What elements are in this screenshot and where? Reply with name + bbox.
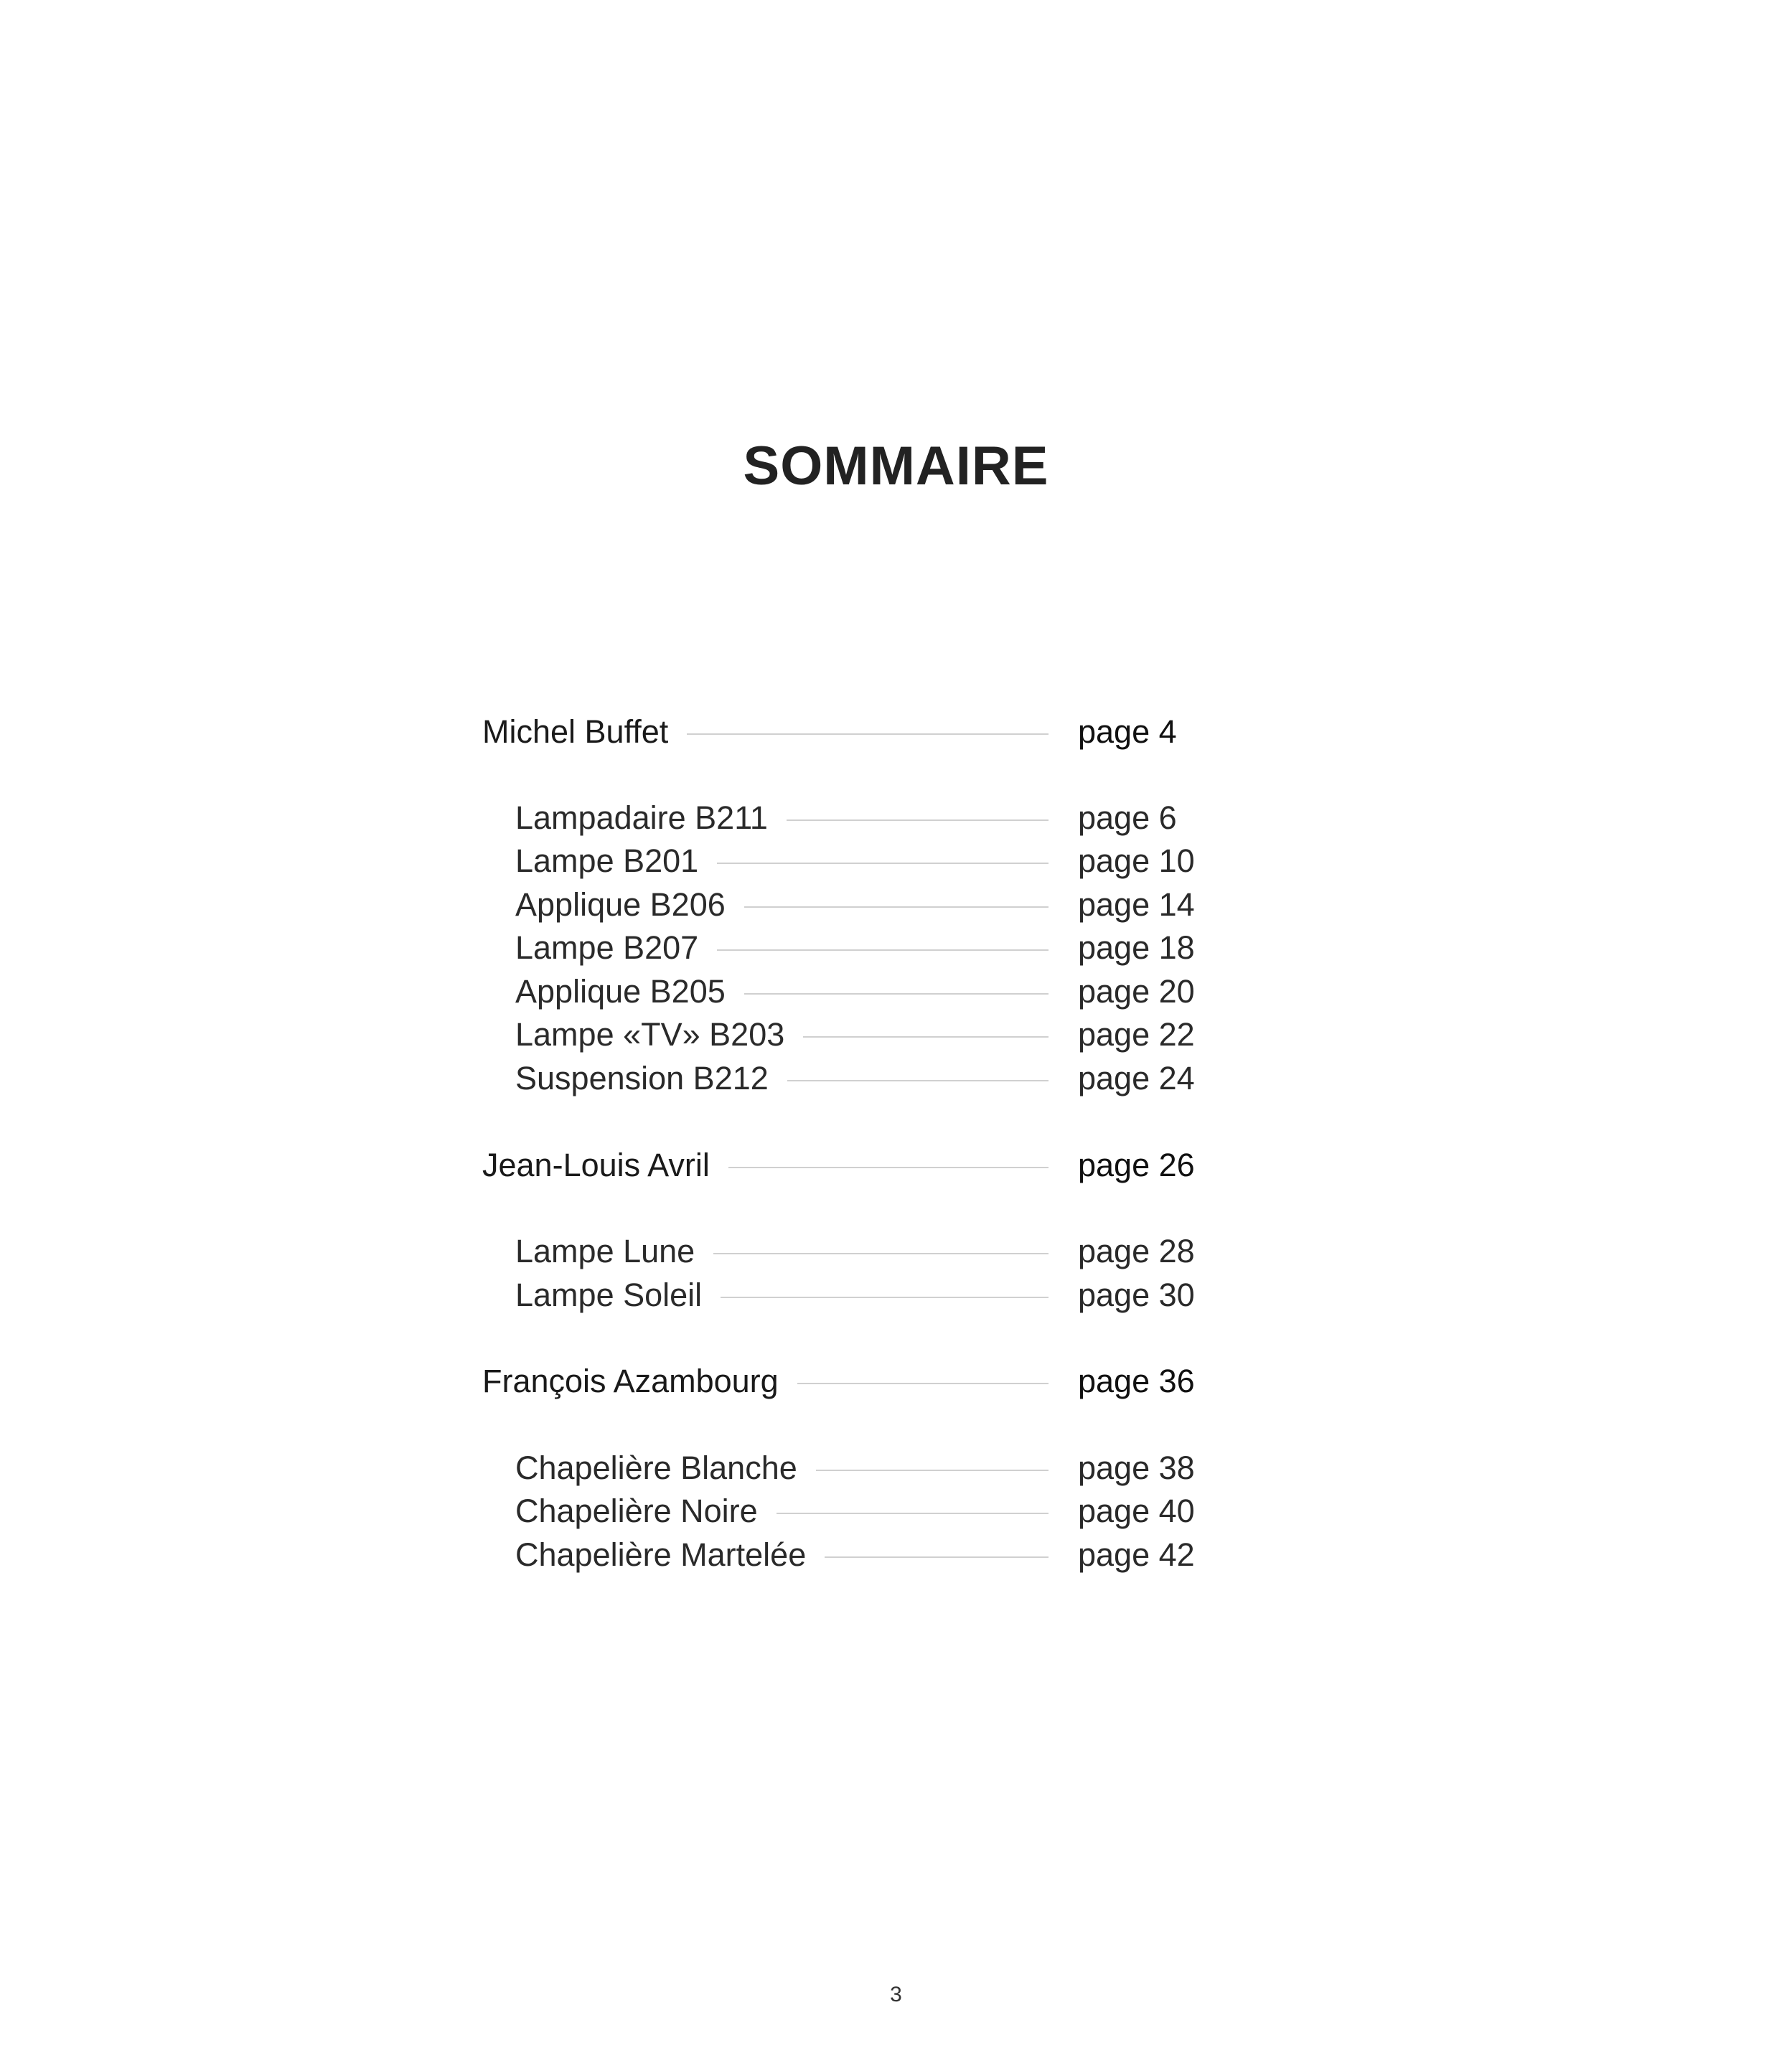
toc-leader-line bbox=[777, 1513, 1049, 1514]
toc-leader-line bbox=[797, 1383, 1049, 1384]
toc-item-entry[interactable] bbox=[0, 1270, 1792, 1320]
toc-entry-label: Lampadaire B211 bbox=[515, 799, 768, 836]
toc-item-entry[interactable] bbox=[0, 1486, 1792, 1536]
toc-entry-label: Applique B205 bbox=[515, 973, 726, 1010]
toc-section-entry[interactable] bbox=[0, 1356, 1792, 1406]
toc-section-entry[interactable] bbox=[0, 707, 1792, 757]
toc-entry-label: Lampe B201 bbox=[515, 842, 699, 879]
toc-item-entry[interactable] bbox=[0, 1010, 1792, 1060]
page-title: SOMMAIRE bbox=[743, 436, 1049, 497]
toc-entry-page: page 4 bbox=[1078, 713, 1177, 750]
toc-entry-label: Chapelière Blanche bbox=[515, 1450, 797, 1486]
toc-leader-line bbox=[721, 1297, 1049, 1298]
toc-entry-label: Suspension B212 bbox=[515, 1060, 769, 1096]
toc-entry-page: page 36 bbox=[1078, 1363, 1195, 1399]
toc-entry-label: Chapelière Noire bbox=[515, 1493, 758, 1529]
toc-leader-line bbox=[787, 1080, 1049, 1081]
toc-leader-line bbox=[728, 1167, 1049, 1168]
toc-leader-line bbox=[717, 949, 1049, 951]
toc-entry-label: Applique B206 bbox=[515, 886, 726, 923]
toc-leader-line bbox=[825, 1556, 1049, 1558]
toc-entry-page: page 18 bbox=[1078, 929, 1195, 966]
page-number: 3 bbox=[890, 1983, 902, 2006]
toc-entry-page: page 24 bbox=[1078, 1060, 1195, 1096]
toc-entry-label: Jean-Louis Avril bbox=[482, 1147, 710, 1183]
toc-leader-line bbox=[717, 863, 1049, 864]
toc-leader-line bbox=[713, 1253, 1049, 1254]
toc-entry-page: page 38 bbox=[1078, 1450, 1195, 1486]
toc-entry-label: François Azambourg bbox=[482, 1363, 779, 1399]
toc-entry-label: Lampe Lune bbox=[515, 1233, 695, 1269]
toc-entry-page: page 30 bbox=[1078, 1277, 1195, 1313]
toc-entry-page: page 28 bbox=[1078, 1233, 1195, 1269]
toc-entry-label: Lampe B207 bbox=[515, 929, 699, 966]
toc-entry-page: page 40 bbox=[1078, 1493, 1195, 1529]
toc-item-entry[interactable] bbox=[0, 1226, 1792, 1277]
toc-leader-line bbox=[787, 819, 1049, 821]
toc-item-entry[interactable] bbox=[0, 1530, 1792, 1580]
toc-leader-line bbox=[687, 733, 1049, 735]
toc-entry-label: Chapelière Martelée bbox=[515, 1536, 807, 1573]
toc-entry-page: page 22 bbox=[1078, 1016, 1195, 1053]
toc-entry-label: Michel Buffet bbox=[482, 713, 669, 750]
toc-item-entry[interactable] bbox=[0, 923, 1792, 973]
toc-entry-page: page 10 bbox=[1078, 842, 1195, 879]
toc-section-entry[interactable] bbox=[0, 1140, 1792, 1190]
toc-leader-line bbox=[744, 906, 1049, 908]
toc-entry-page: page 26 bbox=[1078, 1147, 1195, 1183]
toc-entry-page: page 42 bbox=[1078, 1536, 1195, 1573]
toc-entry-label: Lampe «TV» B203 bbox=[515, 1016, 785, 1053]
toc-entry-page: page 20 bbox=[1078, 973, 1195, 1010]
toc-leader-line bbox=[803, 1036, 1049, 1038]
toc-entry-page: page 14 bbox=[1078, 886, 1195, 923]
toc-item-entry[interactable] bbox=[0, 1053, 1792, 1104]
toc-leader-line bbox=[816, 1470, 1049, 1471]
toc-entry-label: Lampe Soleil bbox=[515, 1277, 703, 1313]
toc-item-entry[interactable] bbox=[0, 836, 1792, 886]
toc-leader-line bbox=[744, 993, 1049, 995]
toc-entry-page: page 6 bbox=[1078, 799, 1177, 836]
